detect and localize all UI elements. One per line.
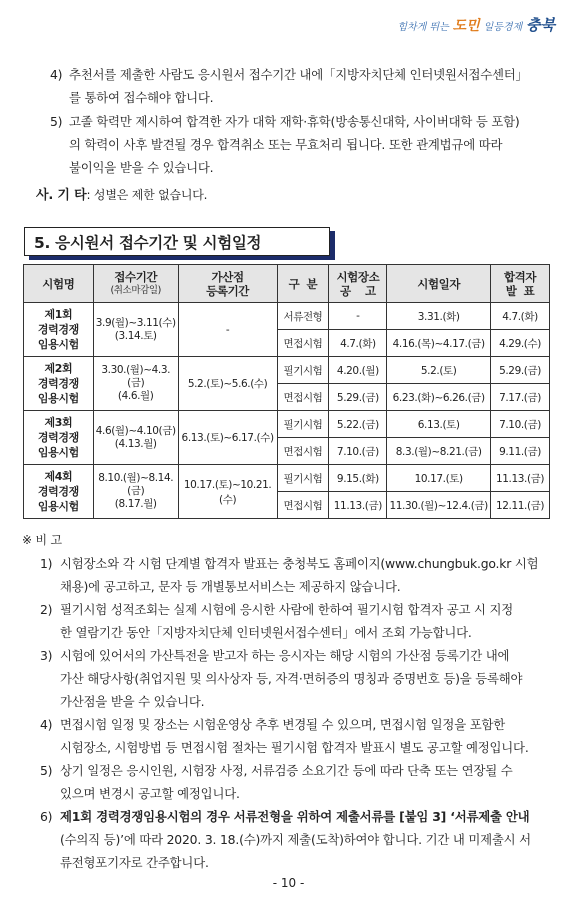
cancel-deadline: (8.17.월) — [114, 498, 157, 510]
item-line: 의 학력이 사후 발견될 경우 합격취소 또는 무효처리 됩니다. 또한 관계법규에 따라 — [69, 137, 503, 152]
header-bonus-line-2: 등록기간 — [206, 283, 250, 298]
item-line: 고졸 학력만 제시하여 합격한 자가 대학 재학·휴학(방송통신대학, 사이버대학 등 포함) — [69, 114, 520, 129]
venue-notice: 4.7.(화) — [329, 330, 387, 357]
slogan-part-d: 충북 — [526, 16, 555, 34]
venue-notice: 5.22.(금) — [329, 411, 387, 438]
table-row — [24, 465, 550, 492]
round-name-line: 경력경쟁 — [37, 485, 79, 498]
pass-announce: 5.29.(금) — [491, 357, 550, 384]
table-row — [24, 303, 550, 330]
cancel-deadline: (4.6.월) — [117, 390, 154, 402]
round-name-line: 제2회 — [44, 362, 73, 375]
cancel-deadline: (4.13.월) — [114, 437, 157, 450]
intro-item-4 — [50, 63, 560, 109]
apply-period-range: 8.10.(월)~8.14.(금) — [98, 472, 174, 497]
item-line: 를 통하여 접수해야 합니다. — [69, 90, 214, 105]
header-apply-note: (취소마감일) — [110, 284, 161, 296]
bonus-period: 5.2.(토)~5.6.(수) — [178, 357, 277, 411]
round-name-line: 경력경쟁 — [37, 377, 79, 390]
section-misc-label: 사. 기 타 — [36, 188, 87, 203]
header-exam: 시험명 — [24, 265, 94, 303]
item-number: 5) — [40, 763, 53, 778]
apply-period-range: 3.30.(월)~4.3.(금) — [101, 364, 171, 389]
remark-item-4 — [40, 713, 560, 759]
round-name-line: 제1회 — [44, 308, 73, 321]
exam-type: 면접시험 — [277, 330, 329, 357]
exam-type: 면접시험 — [277, 438, 329, 465]
venue-notice: 11.13.(금) — [329, 492, 387, 519]
page-number: - 10 - — [272, 876, 305, 890]
item-line: 시험에 있어서의 가산특전을 받고자 하는 응시자는 해당 시험의 가산점 등록기간 내에 — [60, 648, 510, 663]
item-line: 상기 일정은 응시인원, 시험장 사정, 서류검증 소요기간 등에 따라 단축 또는 연장될 수 — [60, 763, 513, 778]
pass-announce: 7.10.(금) — [491, 411, 550, 438]
header-venue — [329, 265, 387, 303]
section-misc-text: : 성별은 제한 없습니다. — [86, 188, 208, 202]
apply-period — [93, 303, 178, 357]
pass-announce: 4.7.(화) — [491, 303, 550, 330]
pass-announce: 4.29.(수) — [491, 330, 550, 357]
exam-date: 6.23.(화)~6.26.(금) — [387, 384, 491, 411]
item-line: 필기시험 성적조회는 실제 시험에 응시한 사람에 한하여 필기시험 합격자 공고 시 지정 — [60, 602, 514, 617]
slogan-part-a: 힘차게 뛰는 — [397, 22, 449, 33]
exam-type: 면접시험 — [277, 384, 329, 411]
slogan-part-c: 일등경제 — [483, 22, 523, 33]
intro-item-5 — [50, 110, 560, 179]
exam-date: 3.31.(화) — [387, 303, 491, 330]
header-pass-line-1: 합격자 — [503, 269, 537, 284]
item-number: 4) — [40, 717, 53, 732]
cancel-deadline: (3.14.토) — [114, 329, 157, 342]
venue-notice: 4.20.(월) — [329, 357, 387, 384]
apply-period-range: 4.6(월)~4.10(금) — [95, 424, 176, 437]
slogan-part-b: 도민 — [452, 18, 480, 34]
item-number: 3) — [40, 648, 53, 663]
item-line: 채용)에 공고하고, 문자 등 개별통보서비스는 제공하지 않습니다. — [60, 579, 401, 594]
item-line: 불이익을 받을 수 있습니다. — [69, 160, 214, 175]
exam-type: 필기시험 — [277, 465, 329, 492]
exam-type: 필기시험 — [277, 357, 329, 384]
round-name — [24, 465, 94, 519]
exam-type: 서류전형 — [277, 303, 329, 330]
header-pass — [491, 265, 550, 303]
remark-item-6 — [40, 805, 560, 874]
bonus-period: - — [178, 303, 277, 357]
section-title: 5. 응시원서 접수기간 및 시험일정 — [34, 234, 262, 252]
apply-period — [93, 465, 178, 519]
round-name — [24, 411, 94, 465]
exam-date: 4.16.(목)~4.17.(금) — [387, 330, 491, 357]
remarks-title: ※ 비 고 — [22, 533, 62, 547]
item-line: 시험장소, 시험방법 등 면접시험 절차는 필기시험 합격자 발표시 별도 공고할 예정입니다. — [60, 740, 529, 755]
exam-date: 11.30.(월)~12.4.(금) — [387, 492, 491, 519]
exam-date: 6.13.(토) — [387, 411, 491, 438]
item-line: (수의직 등)’에 따라 2020. 3. 18.(수)까지 제출(도착)하여야 합니다. 기간 내 미제출시 서 — [60, 832, 531, 847]
exam-date: 8.3.(월)~8.21.(금) — [387, 438, 491, 465]
exam-type: 면접시험 — [277, 492, 329, 519]
remark-item-3 — [40, 644, 560, 713]
round-name-line: 임용시험 — [37, 392, 79, 405]
item-line: 가산 해당사항(취업지원 및 의사상자 등, 자격·면허증의 명칭과 증명번호 등)을 등록해야 — [60, 671, 523, 686]
table-row — [24, 357, 550, 384]
item-line: 시험장소와 각 시험 단계별 합격자 발표는 충청북도 홈페이지(www.chungbuk.go.kr 시험 — [60, 556, 539, 571]
round-name-line: 경력경쟁 — [37, 431, 79, 444]
item-line: 제1회 경력경쟁임용시험의 경우 서류전형을 위하여 제출서류를 [붙임 3] ‘서류제출 안내 — [60, 809, 530, 824]
bonus-period: 10.17.(토)~10.21.(수) — [178, 465, 277, 519]
item-number: 1) — [40, 556, 53, 571]
pass-announce: 7.17.(금) — [491, 384, 550, 411]
exam-type: 필기시험 — [277, 411, 329, 438]
apply-period-range: 3.9(월)~3.11(수) — [95, 316, 176, 329]
item-number: 4) — [50, 67, 63, 82]
header-venue-line-1: 시험장소 — [336, 269, 380, 284]
remark-item-5 — [40, 759, 560, 805]
apply-period — [93, 411, 178, 465]
header-venue-line-2: 공 고 — [339, 283, 376, 298]
bonus-period: 6.13.(토)~6.17.(수) — [178, 411, 277, 465]
pass-announce: 11.13.(금) — [491, 465, 550, 492]
round-name-line: 제4회 — [44, 470, 73, 483]
schedule-table — [23, 264, 550, 519]
header-date: 시험일자 — [387, 265, 491, 303]
header-bonus-line-1: 가산점 — [211, 269, 244, 284]
remark-item-1 — [40, 552, 560, 598]
section-title-box — [24, 227, 330, 256]
venue-notice: - — [329, 303, 387, 330]
venue-notice: 7.10.(금) — [329, 438, 387, 465]
item-number: 2) — [40, 602, 53, 617]
item-line: 있으며 변경시 공고할 예정입니다. — [60, 786, 240, 801]
pass-announce: 9.11.(금) — [491, 438, 550, 465]
item-number: 5) — [50, 114, 63, 129]
item-number: 6) — [40, 809, 53, 824]
remark-item-2 — [40, 598, 560, 644]
table-header-row — [24, 265, 550, 303]
venue-notice: 9.15.(화) — [329, 465, 387, 492]
item-line: 한 열람기간 동안「지방자치단체 인터넷원서접수센터」에서 조회 가능합니다. — [60, 625, 472, 640]
round-name-line: 임용시험 — [37, 338, 79, 351]
header-slogan-logo — [397, 14, 555, 35]
header-apply — [93, 265, 178, 303]
header-type: 구 분 — [277, 265, 329, 303]
round-name-line: 제3회 — [44, 416, 73, 429]
exam-date: 5.2.(토) — [387, 357, 491, 384]
header-bonus — [178, 265, 277, 303]
item-line: 면접시험 일정 및 장소는 시험운영상 추후 변경될 수 있으며, 면접시험 일정을 포함한 — [60, 717, 506, 732]
round-name — [24, 303, 94, 357]
item-line: 류전형포기자로 간주합니다. — [60, 855, 209, 870]
pass-announce: 12.11.(금) — [491, 492, 550, 519]
header-apply-label: 접수기간 — [114, 269, 158, 284]
header-pass-line-2: 발 표 — [505, 283, 535, 298]
table-row — [24, 411, 550, 438]
round-name-line: 임용시험 — [37, 446, 79, 459]
apply-period — [93, 357, 178, 411]
venue-notice: 5.29.(금) — [329, 384, 387, 411]
round-name-line: 임용시험 — [37, 500, 79, 513]
section-misc — [36, 184, 207, 207]
exam-date: 10.17.(토) — [387, 465, 491, 492]
round-name — [24, 357, 94, 411]
item-line: 추천서를 제출한 사람도 응시원서 접수기간 내에「지방자치단체 인터넷원서접수센터」 — [69, 67, 528, 82]
round-name-line: 경력경쟁 — [37, 323, 79, 336]
item-line: 가산점을 받을 수 있습니다. — [60, 694, 205, 709]
